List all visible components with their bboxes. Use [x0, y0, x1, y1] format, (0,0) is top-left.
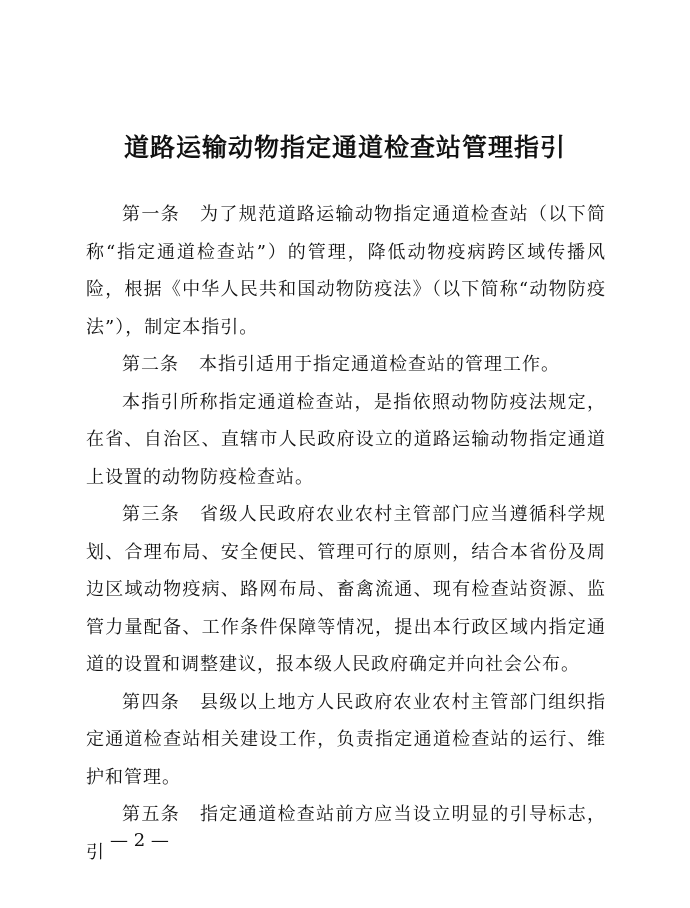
- article-text: 省级人民政府农业农村主管部门应当遵循科学规划、合理布局、安全便民、管理可行的原则，结合本省份及周边区域动物疫病、路网布局、畜禽流通、现有检查站资源、监管力量配备、工作条件保障等情况，提出本行政区域内指定通道的设置和调整建议，报本级人民政府确定并向社会公布。: [86, 504, 607, 675]
- article-label: 第三条: [122, 504, 181, 525]
- article-2-paragraph-2: [86, 384, 606, 497]
- article-4: [86, 684, 606, 797]
- article-label: 第五条: [122, 804, 181, 825]
- article-label: 第二条: [122, 354, 179, 375]
- article-text: 本指引所称指定通道检查站，是指依照动物防疫法规定，在省、自治区、直辖市人民政府设立的道路运输动物指定通道上设置的动物防疫检查站。: [86, 391, 606, 488]
- article-text: 指定通道检查站前方应当设立明显的引导标志，引: [86, 804, 607, 863]
- article-label: 第四条: [122, 691, 181, 713]
- page-number: — 2 —: [110, 830, 169, 851]
- document-body: [86, 196, 606, 871]
- article-text: 为了规范道路运输动物指定通道检查站（以下简称“指定通道检查站”）的管理，降低动物疫病跨区域传播风险，根据《中华人民共和国动物防疫法》（以下简称“动物防疫法”），制定本指引。: [86, 204, 607, 338]
- article-2: [86, 346, 606, 384]
- document-title: 道路运输动物指定通道检查站管理指引: [123, 133, 566, 162]
- article-1: [86, 196, 606, 346]
- article-label: 第一条: [122, 204, 181, 225]
- article-3: [86, 496, 606, 684]
- article-text: 本指引适用于指定通道检查站的管理工作。: [199, 354, 560, 375]
- article-text: 县级以上地方人民政府农业农村主管部门组织指定通道检查站相关建设工作，负责指定通道检查站的运行、维护和管理。: [86, 691, 607, 788]
